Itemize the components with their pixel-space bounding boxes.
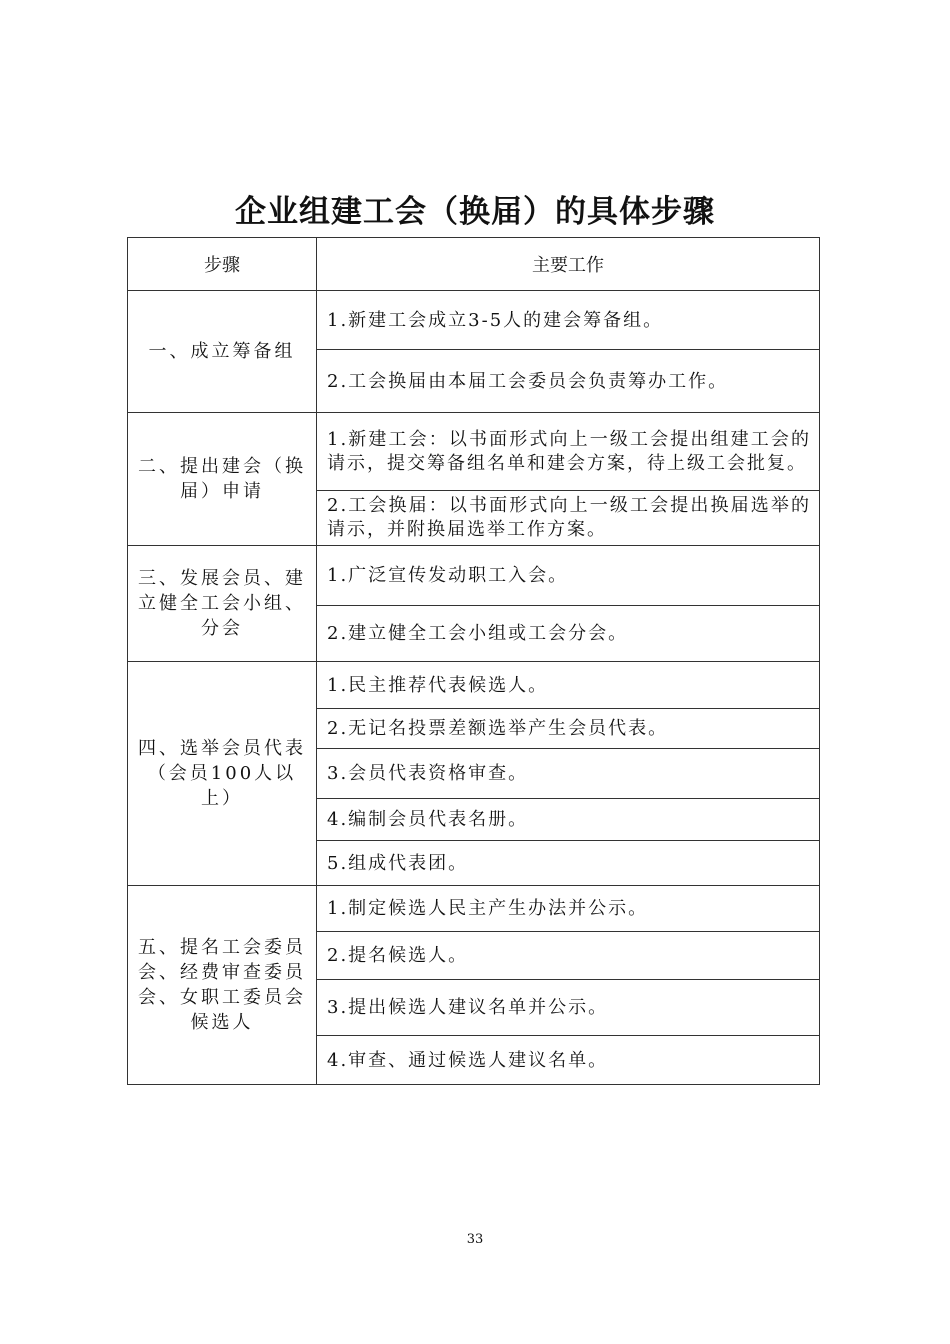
table-row <box>128 886 820 932</box>
work-cell: 1.民主推荐代表候选人。 <box>317 662 820 709</box>
work-cell: 1.制定候选人民主产生办法并公示。 <box>317 886 820 932</box>
work-cell: 3.会员代表资格审查。 <box>317 749 820 799</box>
work-cell: 2.无记名投票差额选举产生会员代表。 <box>317 709 820 749</box>
work-cell: 1.广泛宣传发动职工入会。 <box>317 546 820 606</box>
work-cell: 5.组成代表团。 <box>317 841 820 886</box>
work-cell: 2.工会换届由本届工会委员会负责筹办工作。 <box>317 350 820 413</box>
work-cell: 2.提名候选人。 <box>317 932 820 980</box>
page-number: 33 <box>466 1232 484 1247</box>
step-cell: 四、选举会员代表（会员100人以上） <box>128 662 317 886</box>
table-row <box>128 662 820 709</box>
work-cell: 3.提出候选人建议名单并公示。 <box>317 980 820 1036</box>
work-cell: 1.新建工会成立3-5人的建会筹备组。 <box>317 291 820 350</box>
table-row <box>128 413 820 491</box>
step-cell: 三、发展会员、建立健全工会小组、分会 <box>128 546 317 662</box>
work-cell: 1.新建工会：以书面形式向上一级工会提出组建工会的请示，提交筹备组名单和建会方案，待上级工会批复。 <box>317 413 820 491</box>
step-cell: 一、成立筹备组 <box>128 291 317 413</box>
work-cell: 2.建立健全工会小组或工会分会。 <box>317 606 820 662</box>
steps-table <box>127 237 820 1085</box>
table-header-row <box>128 238 820 291</box>
header-work: 主要工作 <box>317 238 820 291</box>
work-cell: 4.编制会员代表名册。 <box>317 799 820 841</box>
work-cell: 4.审查、通过候选人建议名单。 <box>317 1036 820 1085</box>
header-step: 步骤 <box>128 238 317 291</box>
document-title: 企业组建工会（换届）的具体步骤 <box>235 194 715 230</box>
work-cell: 2.工会换届：以书面形式向上一级工会提出换届选举的请示，并附换届选举工作方案。 <box>317 491 820 546</box>
step-cell: 五、提名工会委员会、经费审查委员会、女职工委员会候选人 <box>128 886 317 1085</box>
table-row <box>128 291 820 350</box>
table-row <box>128 546 820 606</box>
step-cell: 二、提出建会（换届）申请 <box>128 413 317 546</box>
